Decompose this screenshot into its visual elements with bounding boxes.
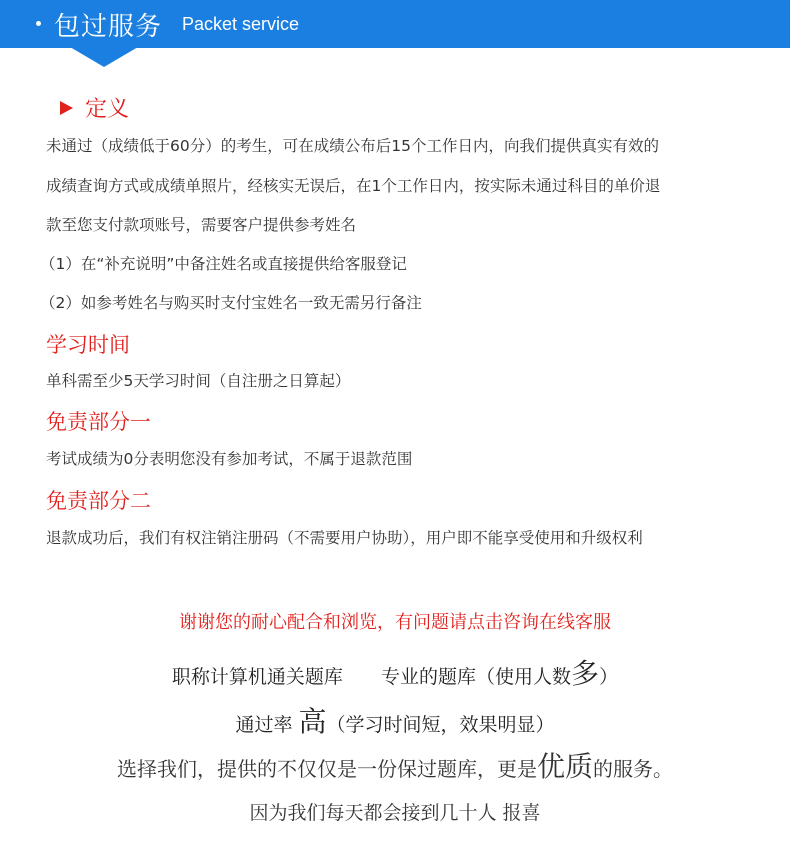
promo-line-1-users: 专业的题库（使用人数	[381, 666, 572, 688]
disclaimer-1-heading: 免责部分一	[46, 410, 151, 434]
promo-line-3-end: 的服务。	[593, 757, 673, 781]
thanks-link[interactable]: 谢谢您的耐心配合和浏览，有问题请点击咨询在线客服	[179, 612, 611, 633]
promo-line-1	[0, 652, 790, 692]
promo-line-3	[0, 745, 790, 785]
definition-line-4: （1）在“补充说明”中备注姓名或直接提供给客服登记	[40, 255, 407, 273]
promo-line-4: 因为我们每天都会接到几十人 报喜	[249, 802, 541, 824]
study-time-heading: 学习时间	[46, 333, 130, 357]
promo-line-3-emphasis: 优质	[536, 750, 593, 783]
promo-line-2	[0, 700, 790, 740]
promo-line-1-product: 职称计算机通关题库	[171, 666, 343, 688]
promo-line-2-rest: （学习时间短，效果明显）	[326, 714, 555, 736]
header-subtitle: Packet service	[182, 14, 300, 34]
definition-heading-label: 定义	[85, 97, 130, 122]
definition-line-2: 成绩查询方式或成绩单照片，经核实无误后，在1个工作日内，按实际未通过科目的单价退	[46, 177, 661, 195]
header-banner	[0, 0, 790, 48]
header-title: 包过服务	[54, 12, 163, 42]
disclaimer-1-text: 考试成绩为0分表明您没有参加考试，不属于退款范围	[46, 450, 413, 468]
bullet-dot-icon	[36, 21, 41, 26]
promo-line-1-close: ）	[599, 666, 619, 688]
study-time-text: 单科需至少5天学习时间（自注册之日算起）	[46, 372, 351, 390]
promo-line-2-label: 通过率	[235, 714, 293, 736]
arrow-right-icon	[60, 101, 73, 115]
disclaimer-2-heading: 免责部分二	[46, 489, 151, 513]
definition-line-5: （2）如参考姓名与购买时支付宝姓名一致无需另行备注	[40, 294, 422, 312]
promo-line-2-emphasis: 高	[298, 705, 327, 738]
definition-line-1: 未通过（成绩低于60分）的考生，可在成绩公布后15个工作日内，向我们提供真实有效的	[46, 137, 659, 155]
disclaimer-2-text: 退款成功后，我们有权注销注册码（不需要用户协助），用户即不能享受使用和升级权利	[46, 529, 643, 547]
definition-heading	[60, 92, 129, 123]
definition-line-3: 款至您支付款项账号，需要客户提供参考姓名	[46, 216, 357, 234]
banner-pointer-tab	[70, 47, 138, 67]
promo-line-1-emphasis: 多	[571, 657, 600, 690]
promo-line-3-main: 选择我们，提供的不仅仅是一份保过题库，更是	[116, 757, 537, 781]
